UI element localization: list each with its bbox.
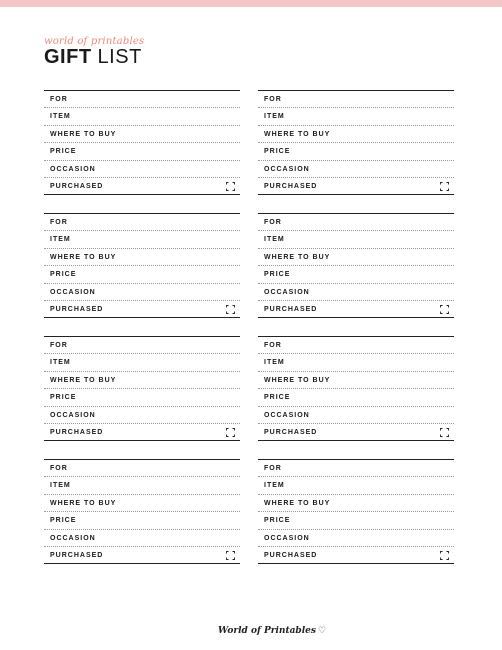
field-label: WHERE TO BUY — [264, 499, 331, 507]
card-field-row[interactable] — [44, 91, 240, 108]
checkbox-icon[interactable] — [440, 551, 449, 560]
gift-card — [258, 90, 454, 195]
field-label: FOR — [264, 96, 282, 103]
field-label: FOR — [50, 342, 68, 349]
checkbox-icon[interactable] — [440, 182, 449, 191]
field-label: WHERE TO BUY — [50, 499, 117, 507]
gift-card — [258, 213, 454, 318]
card-field-row[interactable] — [258, 495, 454, 512]
card-field-row[interactable] — [258, 91, 454, 108]
footer-logo — [218, 626, 326, 636]
field-label: FOR — [50, 219, 68, 226]
field-label: WHERE TO BUY — [50, 130, 117, 138]
field-label: PRICE — [264, 148, 291, 156]
card-field-row[interactable] — [258, 407, 454, 424]
card-field-row[interactable] — [258, 214, 454, 231]
heart-icon: ♡ — [317, 626, 327, 636]
title-bold: GIFT — [44, 46, 92, 68]
checkbox-icon[interactable] — [226, 182, 235, 191]
card-field-row[interactable] — [44, 424, 240, 440]
field-label: PRICE — [50, 148, 77, 156]
field-label: OCCASION — [50, 411, 96, 419]
field-label: WHERE TO BUY — [50, 253, 117, 261]
card-field-row[interactable] — [258, 389, 454, 406]
field-label: PRICE — [264, 394, 291, 402]
card-field-row[interactable] — [44, 249, 240, 266]
field-label: OCCASION — [50, 288, 96, 296]
card-field-row[interactable] — [44, 126, 240, 143]
card-field-row[interactable] — [258, 337, 454, 354]
field-label: PURCHASED — [50, 428, 104, 436]
checkbox-icon[interactable] — [226, 551, 235, 560]
card-field-row[interactable] — [258, 547, 454, 563]
card-field-row[interactable] — [258, 108, 454, 125]
card-field-row[interactable] — [44, 460, 240, 477]
card-field-row[interactable] — [258, 284, 454, 301]
field-label: PURCHASED — [50, 551, 104, 559]
field-label: PRICE — [50, 271, 77, 279]
field-label: FOR — [50, 465, 68, 472]
card-field-row[interactable] — [258, 249, 454, 266]
checkbox-icon[interactable] — [440, 305, 449, 314]
checkbox-icon[interactable] — [226, 305, 235, 314]
card-field-row[interactable] — [258, 424, 454, 440]
card-field-row[interactable] — [44, 214, 240, 231]
card-field-row[interactable] — [44, 161, 240, 178]
field-label: PRICE — [264, 271, 291, 279]
field-label: OCCASION — [264, 411, 310, 419]
field-label: PURCHASED — [50, 305, 104, 313]
field-label: PRICE — [264, 517, 291, 525]
field-label: WHERE TO BUY — [264, 130, 331, 138]
card-field-row[interactable] — [44, 354, 240, 371]
field-label: ITEM — [50, 359, 71, 367]
field-label: ITEM — [50, 113, 71, 121]
title-light: LIST — [97, 46, 142, 68]
field-label: OCCASION — [264, 165, 310, 173]
card-field-row[interactable] — [258, 512, 454, 529]
card-field-row[interactable] — [258, 530, 454, 547]
gift-card — [44, 459, 240, 564]
card-field-row[interactable] — [258, 231, 454, 248]
card-field-row[interactable] — [258, 460, 454, 477]
card-field-row[interactable] — [44, 108, 240, 125]
field-label: FOR — [264, 219, 282, 226]
footer-logo-text: World of Printables — [218, 626, 316, 636]
field-label: OCCASION — [50, 534, 96, 542]
checkbox-icon[interactable] — [440, 428, 449, 437]
field-label: WHERE TO BUY — [264, 253, 331, 261]
field-label: OCCASION — [50, 165, 96, 173]
card-field-row[interactable] — [44, 301, 240, 317]
card-field-row[interactable] — [44, 372, 240, 389]
checkbox-icon[interactable] — [226, 428, 235, 437]
field-label: ITEM — [50, 482, 71, 490]
card-field-row[interactable] — [44, 512, 240, 529]
card-field-row[interactable] — [44, 547, 240, 563]
card-field-row[interactable] — [258, 161, 454, 178]
field-label: ITEM — [264, 113, 285, 121]
card-field-row[interactable] — [44, 407, 240, 424]
card-field-row[interactable] — [44, 477, 240, 494]
card-field-row[interactable] — [44, 178, 240, 194]
card-field-row[interactable] — [258, 372, 454, 389]
field-label: PRICE — [50, 394, 77, 402]
field-label: FOR — [264, 465, 282, 472]
top-accent-bar — [0, 0, 502, 7]
field-label: ITEM — [264, 482, 285, 490]
card-field-row[interactable] — [258, 266, 454, 283]
gift-card — [258, 336, 454, 441]
field-label: PURCHASED — [264, 551, 318, 559]
card-field-row[interactable] — [44, 231, 240, 248]
card-field-row[interactable] — [258, 301, 454, 317]
card-field-row[interactable] — [44, 495, 240, 512]
brand-script-logo: world of printables — [44, 36, 145, 47]
card-field-row[interactable] — [44, 530, 240, 547]
card-field-row[interactable] — [258, 477, 454, 494]
card-field-row[interactable] — [258, 354, 454, 371]
card-field-row[interactable] — [44, 337, 240, 354]
gift-card — [44, 90, 240, 195]
field-label: ITEM — [264, 236, 285, 244]
gift-card — [44, 213, 240, 318]
field-label: ITEM — [264, 359, 285, 367]
field-label: WHERE TO BUY — [264, 376, 331, 384]
page-title — [44, 47, 142, 67]
field-label: PURCHASED — [264, 305, 318, 313]
field-label: FOR — [264, 342, 282, 349]
card-field-row[interactable] — [44, 389, 240, 406]
field-label: PURCHASED — [264, 182, 318, 190]
field-label: WHERE TO BUY — [50, 376, 117, 384]
card-field-row[interactable] — [258, 178, 454, 194]
field-label: ITEM — [50, 236, 71, 244]
field-label: OCCASION — [264, 288, 310, 296]
gift-card — [44, 336, 240, 441]
field-label: PURCHASED — [50, 182, 104, 190]
card-field-row[interactable] — [44, 284, 240, 301]
gift-card — [258, 459, 454, 564]
field-label: PRICE — [50, 517, 77, 525]
field-label: PURCHASED — [264, 428, 318, 436]
card-field-row[interactable] — [44, 266, 240, 283]
card-field-row[interactable] — [44, 143, 240, 160]
card-field-row[interactable] — [258, 126, 454, 143]
field-label: OCCASION — [264, 534, 310, 542]
field-label: FOR — [50, 96, 68, 103]
card-field-row[interactable] — [258, 143, 454, 160]
